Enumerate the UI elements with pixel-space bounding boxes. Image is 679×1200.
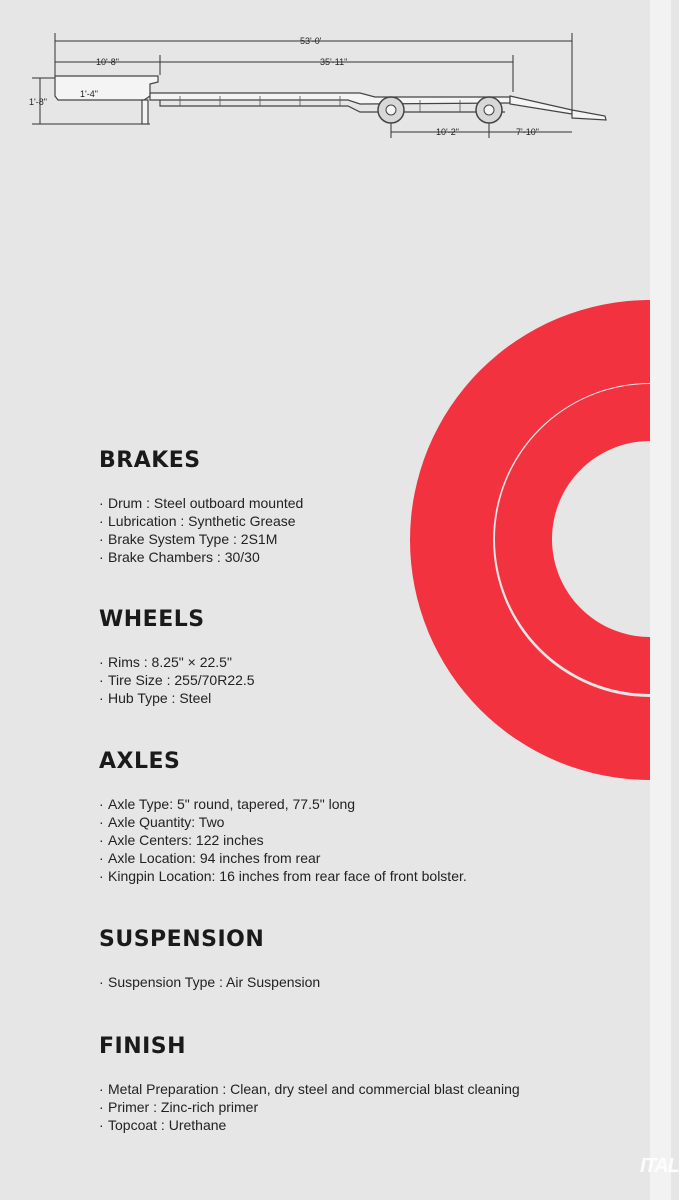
trailer-side-view-diagram bbox=[0, 0, 650, 160]
list-item: · Metal Preparation : Clean, dry steel and commercial blast cleaning bbox=[99, 1081, 520, 1097]
spec-list bbox=[99, 1080, 619, 1134]
axles-section bbox=[99, 749, 619, 885]
gooseneck-deck bbox=[55, 76, 158, 100]
list-item: · Axle Centers: 122 inches bbox=[99, 832, 264, 848]
dim-gooseneck-length: 10'-8" bbox=[96, 57, 119, 67]
dim-kingpin-setback: 1'-4" bbox=[80, 89, 98, 99]
dim-deck-length: 35'-11" bbox=[320, 57, 348, 67]
section-title: WHEELS bbox=[99, 607, 205, 632]
list-item: · Lubrication : Synthetic Grease bbox=[99, 513, 296, 529]
ramp-tail bbox=[572, 110, 606, 120]
spec-list bbox=[99, 795, 619, 885]
landing-gear bbox=[142, 100, 148, 124]
spec-list bbox=[99, 973, 619, 991]
list-item: · Hub Type : Steel bbox=[99, 690, 212, 706]
main-deck bbox=[150, 93, 510, 104]
dim-rear-overhang: 7'-10" bbox=[516, 127, 539, 137]
section-title: AXLES bbox=[99, 749, 181, 774]
rear-ramp bbox=[510, 96, 572, 114]
section-title: FINISH bbox=[99, 1034, 187, 1059]
dim-height: 1'-8" bbox=[29, 97, 47, 107]
section-title: SUSPENSION bbox=[99, 927, 265, 952]
suspension-section bbox=[99, 927, 619, 991]
right-edge-strip bbox=[650, 0, 671, 1200]
spec-list bbox=[99, 494, 619, 566]
list-item: · Brake Chambers : 30/30 bbox=[99, 549, 260, 565]
list-item: · Topcoat : Urethane bbox=[99, 1117, 227, 1133]
dim-overall-length: 53'-0' bbox=[300, 36, 322, 46]
section-title: BRAKES bbox=[99, 448, 201, 473]
brakes-section bbox=[99, 448, 619, 566]
list-item: · Rims : 8.25" × 22.5" bbox=[99, 654, 232, 670]
spec-list bbox=[99, 653, 619, 707]
list-item: · Kingpin Location: 16 inches from rear face of front bolster. bbox=[99, 868, 467, 884]
list-item: · Tire Size : 255/70R22.5 bbox=[99, 672, 255, 688]
brand-watermark: ITAL bbox=[640, 1155, 679, 1177]
list-item: · Brake System Type : 2S1M bbox=[99, 531, 278, 547]
list-item: · Primer : Zinc-rich primer bbox=[99, 1099, 259, 1115]
finish-section bbox=[99, 1034, 619, 1134]
list-item: · Axle Quantity: Two bbox=[99, 814, 225, 830]
list-item: · Axle Type: 5" round, tapered, 77.5" long bbox=[99, 796, 356, 812]
list-item: · Drum : Steel outboard mounted bbox=[99, 495, 304, 511]
list-item: · Axle Location: 94 inches from rear bbox=[99, 850, 321, 866]
wheels-section bbox=[99, 607, 619, 707]
dim-axle-spacing: 10'-2" bbox=[436, 127, 459, 137]
list-item: · Suspension Type : Air Suspension bbox=[99, 974, 321, 990]
